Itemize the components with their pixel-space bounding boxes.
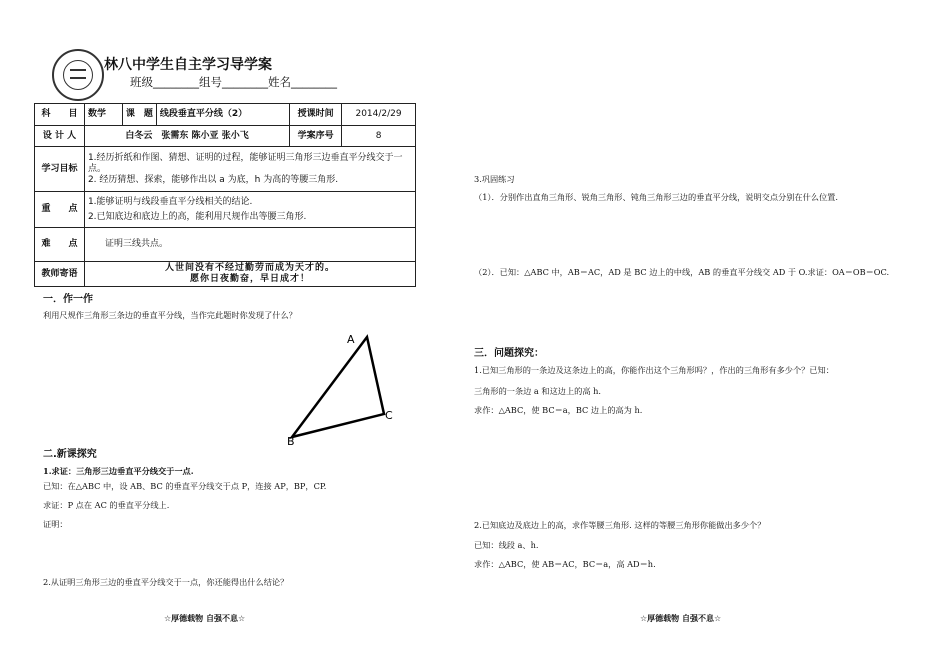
message-line-2: 愿你日夜勤奋，早日成才！ [189,274,310,284]
page-title: 林八中学生自主学习导学案 [104,57,272,73]
section-2-title: 二.新课探究 [43,449,97,460]
key-1: 1.能够证明与线段垂直平分线相关的结论. [87,196,253,207]
triangle-abc [292,337,384,437]
vertex-b-label: B [287,435,295,448]
designer-label: 设 计 人 [35,126,85,147]
practice-question-1: （1）．分别作出直角三角形、锐角三角形、钝角三角形三边的垂直平分线，说明交点分别在什么位置. [474,192,838,202]
message-cell [84,262,415,287]
goal-2: 2. 经历猜想、探索，能够作出以 a 为底，h 为高的等腰三角形. [87,174,339,185]
section-3-item-2-construct: 求作：△ABC，使 AB＝AC，BC＝a，高 AD＝h. [474,559,656,569]
section-1-text: 利用尺规作三角形三条边的垂直平分线，当作完此题时你发现了什么？ [43,310,297,320]
practice-title: 3.巩固练习 [474,174,515,184]
left-footer: ☆厚德载物 自强不息☆ [164,614,246,623]
section-1-title: 一．作一作 [43,294,93,305]
message-line-1: 人世间没有不经过勤劳而成为天才的。 [164,263,335,273]
time-value: 2014/2/29 [342,104,416,126]
goals-cell [84,147,415,192]
school-logo [52,49,104,101]
subject-label: 科 目 [35,104,85,126]
section-2-proof: 证明： [43,519,68,529]
serial-value: 8 [342,126,416,147]
section-3-item-2: 2.已知底边及底边上的高，求作等腰三角形. 这样的等腰三角形你能做出多少个？ [474,520,766,530]
info-table [34,103,416,287]
section-2-item-1: 1.求证：三角形三边垂直平分线交于一点. [43,466,194,476]
practice-question-2: （2）．已知：△ABC 中，AB＝AC，AD 是 BC 边上的中线，AB 的垂直平分线交 AD 于 O.求证：OA＝OB＝OC. [474,267,890,277]
triangle-figure [280,328,405,448]
section-2-item-2: 2.从证明三角形三边的垂直平分线交于一点，你还能得出什么结论？ [43,577,289,587]
section-3-title: 三．问题探究： [474,348,544,359]
diff-value: 证明三线共点。 [84,228,415,262]
goal-1: 1.经历折纸和作图、猜想、证明的过程，能够证明三角形三边垂直平分线交于一点。 [87,152,403,174]
key-cell [84,192,415,228]
right-footer: ☆厚德载物 自强不息☆ [640,614,722,623]
section-2-prove: 求证：P 点在 AC 的垂直平分线上. [43,500,170,510]
section-3-item-1-construct: 求作：△ABC，使 BC＝a，BC 边上的高为 h. [474,405,643,415]
key-2: 2.已知底边和底边上的高，能利用尺规作出等腰三角形. [87,211,307,222]
topic-value: 线段垂直平分线（2） [156,104,289,126]
vertex-a-label: A [347,333,355,346]
diff-label: 难 点 [35,228,85,262]
designer-value: 白冬云 张需东 陈小亚 张小飞 [84,126,289,147]
goals-label: 学习目标 [35,147,85,192]
class-info-line: 班级________组号________姓名________ [130,75,337,89]
key-label: 重 点 [35,192,85,228]
serial-label: 学案序号 [290,126,342,147]
section-3-item-1: 1.已知三角形的一条边及这条边上的高，你能作出这个三角形吗？，作出的三角形有多少个？已知： [474,365,834,375]
topic-label: 课 题 [122,104,156,126]
vertex-c-label: C [385,409,393,422]
section-3-item-1-given: 三角形的一条边 a 和这边上的高 h. [474,386,602,396]
section-3-item-2-given: 已知：线段 a、h. [474,540,539,550]
time-label: 授课时间 [290,104,342,126]
section-2-given: 已知：在△ABC 中，设 AB、BC 的垂直平分线交于点 P，连接 AP，BP，CP. [43,481,327,491]
message-label: 教师寄语 [35,262,85,287]
subject-value: 数学 [84,104,122,126]
